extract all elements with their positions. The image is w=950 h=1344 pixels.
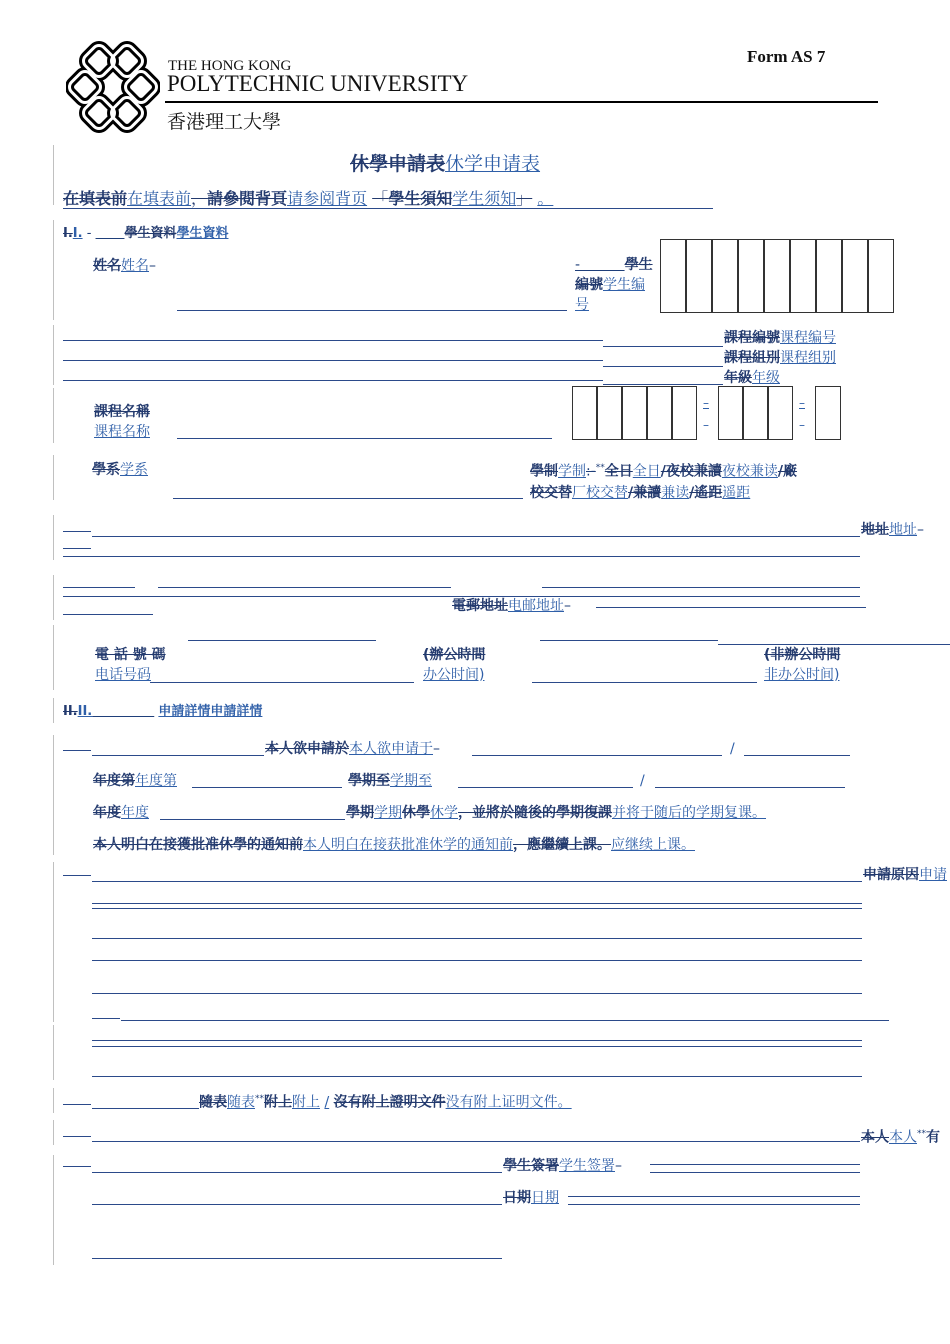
reason-line[interactable] <box>92 993 862 994</box>
code-box[interactable] <box>597 386 622 440</box>
revision-line <box>63 1104 91 1105</box>
student-number-label: - 學生編號学生编号 <box>575 257 653 313</box>
student-number-box[interactable] <box>816 239 842 313</box>
reason-line[interactable] <box>92 960 862 961</box>
date-label: 日期日期 <box>503 1190 559 1206</box>
name-field[interactable] <box>177 310 567 311</box>
signature-field[interactable] <box>650 1164 860 1165</box>
year-code-boxes <box>815 386 841 440</box>
university-name-line2: POLYTECHNIC UNIVERSITY <box>167 71 469 96</box>
reason-line[interactable] <box>92 908 862 909</box>
end-year-field-2[interactable] <box>655 787 845 788</box>
year-box[interactable] <box>815 386 841 440</box>
revision-line <box>63 340 603 341</box>
revision-line <box>92 1172 502 1173</box>
address-field-3[interactable] <box>542 587 860 588</box>
revision-line <box>63 875 91 876</box>
revision-bar <box>53 515 54 560</box>
understand-statement: 本人明白在接獲批准休學的通知前本人明白在接获批准休学的通知前，應繼續上課。应继续上课。 <box>93 837 695 853</box>
resume-statement: 學期学期休學休学，並將於隨後的學期復課并将于随后的学期复课。 <box>346 805 766 821</box>
section-1-heading: I.I. - 學生資料學生資料 <box>63 226 229 241</box>
reason-line[interactable] <box>92 903 862 904</box>
slash: / <box>640 773 645 789</box>
intro-line: 在填表前在填表前，請參閱背頁请参阅背页 「學生須知学生须知」 。 <box>63 189 554 208</box>
revision-bar <box>53 1088 54 1113</box>
phone-label: 電 話 號 碼 电话号码 <box>95 647 166 683</box>
attachment-statement: 隨表随表**附上附上 / 沒有附上證明文件没有附上证明文件。 <box>199 1094 572 1111</box>
signature-label: 學生簽署学生签署– <box>503 1158 622 1174</box>
end-year-field[interactable] <box>458 787 633 788</box>
revision-line <box>63 1136 91 1137</box>
revision-line <box>63 531 91 532</box>
code-box[interactable] <box>672 386 697 440</box>
year-label-2: 年度年度 <box>93 805 149 821</box>
revision-bar <box>53 735 54 855</box>
revision-bar <box>53 145 54 205</box>
revision-line <box>92 1258 502 1259</box>
phone-nonoffice-field[interactable] <box>532 682 757 683</box>
student-number-box[interactable] <box>868 239 894 313</box>
revision-line <box>188 640 376 641</box>
code-box[interactable] <box>647 386 672 440</box>
revision-line <box>63 614 153 615</box>
revision-bar <box>53 220 54 320</box>
reason-label: 申請原因申请 <box>863 867 947 883</box>
programme-name-field[interactable] <box>177 438 552 439</box>
programme-code-field[interactable] <box>603 346 723 347</box>
code-box[interactable] <box>622 386 647 440</box>
revision-line <box>63 380 603 381</box>
email-label: 電郵地址电邮地址– <box>452 598 571 614</box>
revision-bar <box>53 625 54 690</box>
code-dash: – – <box>703 396 709 432</box>
university-logo <box>66 40 160 134</box>
revision-line <box>63 548 91 549</box>
student-number-box[interactable] <box>738 239 764 313</box>
year-label: 年級年级 <box>724 370 780 386</box>
declaration-line <box>92 1141 860 1142</box>
university-name-chinese: 香港理工大學 <box>167 111 282 133</box>
group-box[interactable] <box>718 386 743 440</box>
student-number-box[interactable] <box>790 239 816 313</box>
declaration-statement: 本人本人**有 <box>861 1129 940 1146</box>
revision-bar <box>53 325 54 385</box>
address-field-3[interactable] <box>63 587 135 588</box>
student-number-boxes <box>660 239 894 313</box>
reason-line[interactable] <box>92 1076 862 1077</box>
logo-knot-icon <box>66 40 160 134</box>
apply-year-field-2[interactable] <box>744 755 850 756</box>
revision-bar <box>53 388 54 443</box>
non-office-hours-label: (非辦公時間 非办公时间) <box>764 647 841 683</box>
header-rule <box>165 101 878 103</box>
section-2-heading: II.II. 申請詳情申請詳情 <box>63 704 263 719</box>
student-number-box[interactable] <box>660 239 686 313</box>
revision-line <box>92 755 264 756</box>
address-field-2[interactable] <box>63 556 860 557</box>
phone-office-field[interactable] <box>150 682 414 683</box>
programme-group-label: 課程組別课程组别 <box>724 350 836 366</box>
revision-line <box>63 1166 91 1167</box>
revision-bar <box>53 1155 54 1265</box>
title-traditional: 休學申請表 <box>350 153 446 175</box>
revision-line <box>92 1204 502 1205</box>
form-code: Form AS 7 <box>747 47 826 66</box>
start-semester-field[interactable] <box>192 787 342 788</box>
address-field[interactable] <box>92 536 860 537</box>
form-title <box>350 149 540 176</box>
reason-line[interactable] <box>121 1020 889 1021</box>
date-field[interactable] <box>568 1196 860 1197</box>
code-box[interactable] <box>572 386 597 440</box>
programme-name-label: 課程名稱 课程名称 <box>94 404 150 440</box>
end-semester-field[interactable] <box>160 819 345 820</box>
revision-bar <box>53 1025 54 1080</box>
year-number-label: 年度第年度第 <box>93 773 177 789</box>
mode-of-study: 學制学制:-**全日全日/夜校兼讀夜校兼读/廠 校交替厂校交替/兼讀兼读/遙距遥距 <box>530 463 798 501</box>
date-field[interactable] <box>568 1204 860 1205</box>
slash: / <box>730 741 735 757</box>
department-label: 學系学系 <box>92 462 148 478</box>
address-field-3[interactable] <box>158 587 451 588</box>
revision-line <box>63 360 603 361</box>
semester-to-label: 學期至学期至 <box>348 773 432 789</box>
title-simplified: 休学申请表 <box>445 153 541 175</box>
email-field[interactable] <box>596 607 866 608</box>
apply-statement: 本人欲申請於本人欲申请于– <box>265 741 440 757</box>
group-code-boxes <box>718 386 793 440</box>
office-hours-label: (辦公時間 办公时间) <box>423 647 486 683</box>
reason-line[interactable] <box>92 938 862 939</box>
revision-bar <box>53 575 54 620</box>
reason-line[interactable] <box>92 1040 862 1041</box>
programme-group-field[interactable] <box>603 366 723 367</box>
group-box[interactable] <box>743 386 768 440</box>
year-field[interactable] <box>603 384 723 385</box>
revision-bar <box>53 1120 54 1145</box>
signature-field[interactable] <box>650 1172 860 1173</box>
reason-line[interactable] <box>92 1046 862 1047</box>
department-field[interactable] <box>173 498 523 499</box>
programme-code-boxes <box>572 386 697 440</box>
revision-bar <box>53 455 54 500</box>
revision-bar <box>53 862 54 1022</box>
university-name-line1: THE HONG KONG <box>168 58 292 74</box>
reason-line[interactable] <box>92 1018 120 1019</box>
name-label: 姓名姓名– <box>93 258 156 274</box>
student-number-box[interactable] <box>686 239 712 313</box>
address-label: 地址地址– <box>861 522 924 538</box>
revision-line <box>63 750 91 751</box>
revision-bar <box>53 698 54 723</box>
student-number-box[interactable] <box>712 239 738 313</box>
revision-line <box>92 1108 199 1109</box>
student-number-box[interactable] <box>842 239 868 313</box>
student-number-box[interactable] <box>764 239 790 313</box>
apply-year-field[interactable] <box>472 755 722 756</box>
group-dash: – – <box>799 396 805 432</box>
intro-underline <box>63 208 713 209</box>
revision-line <box>540 640 718 641</box>
reason-field[interactable] <box>92 881 862 882</box>
programme-code-label: 課程編號课程编号 <box>724 330 836 346</box>
group-box[interactable] <box>768 386 793 440</box>
